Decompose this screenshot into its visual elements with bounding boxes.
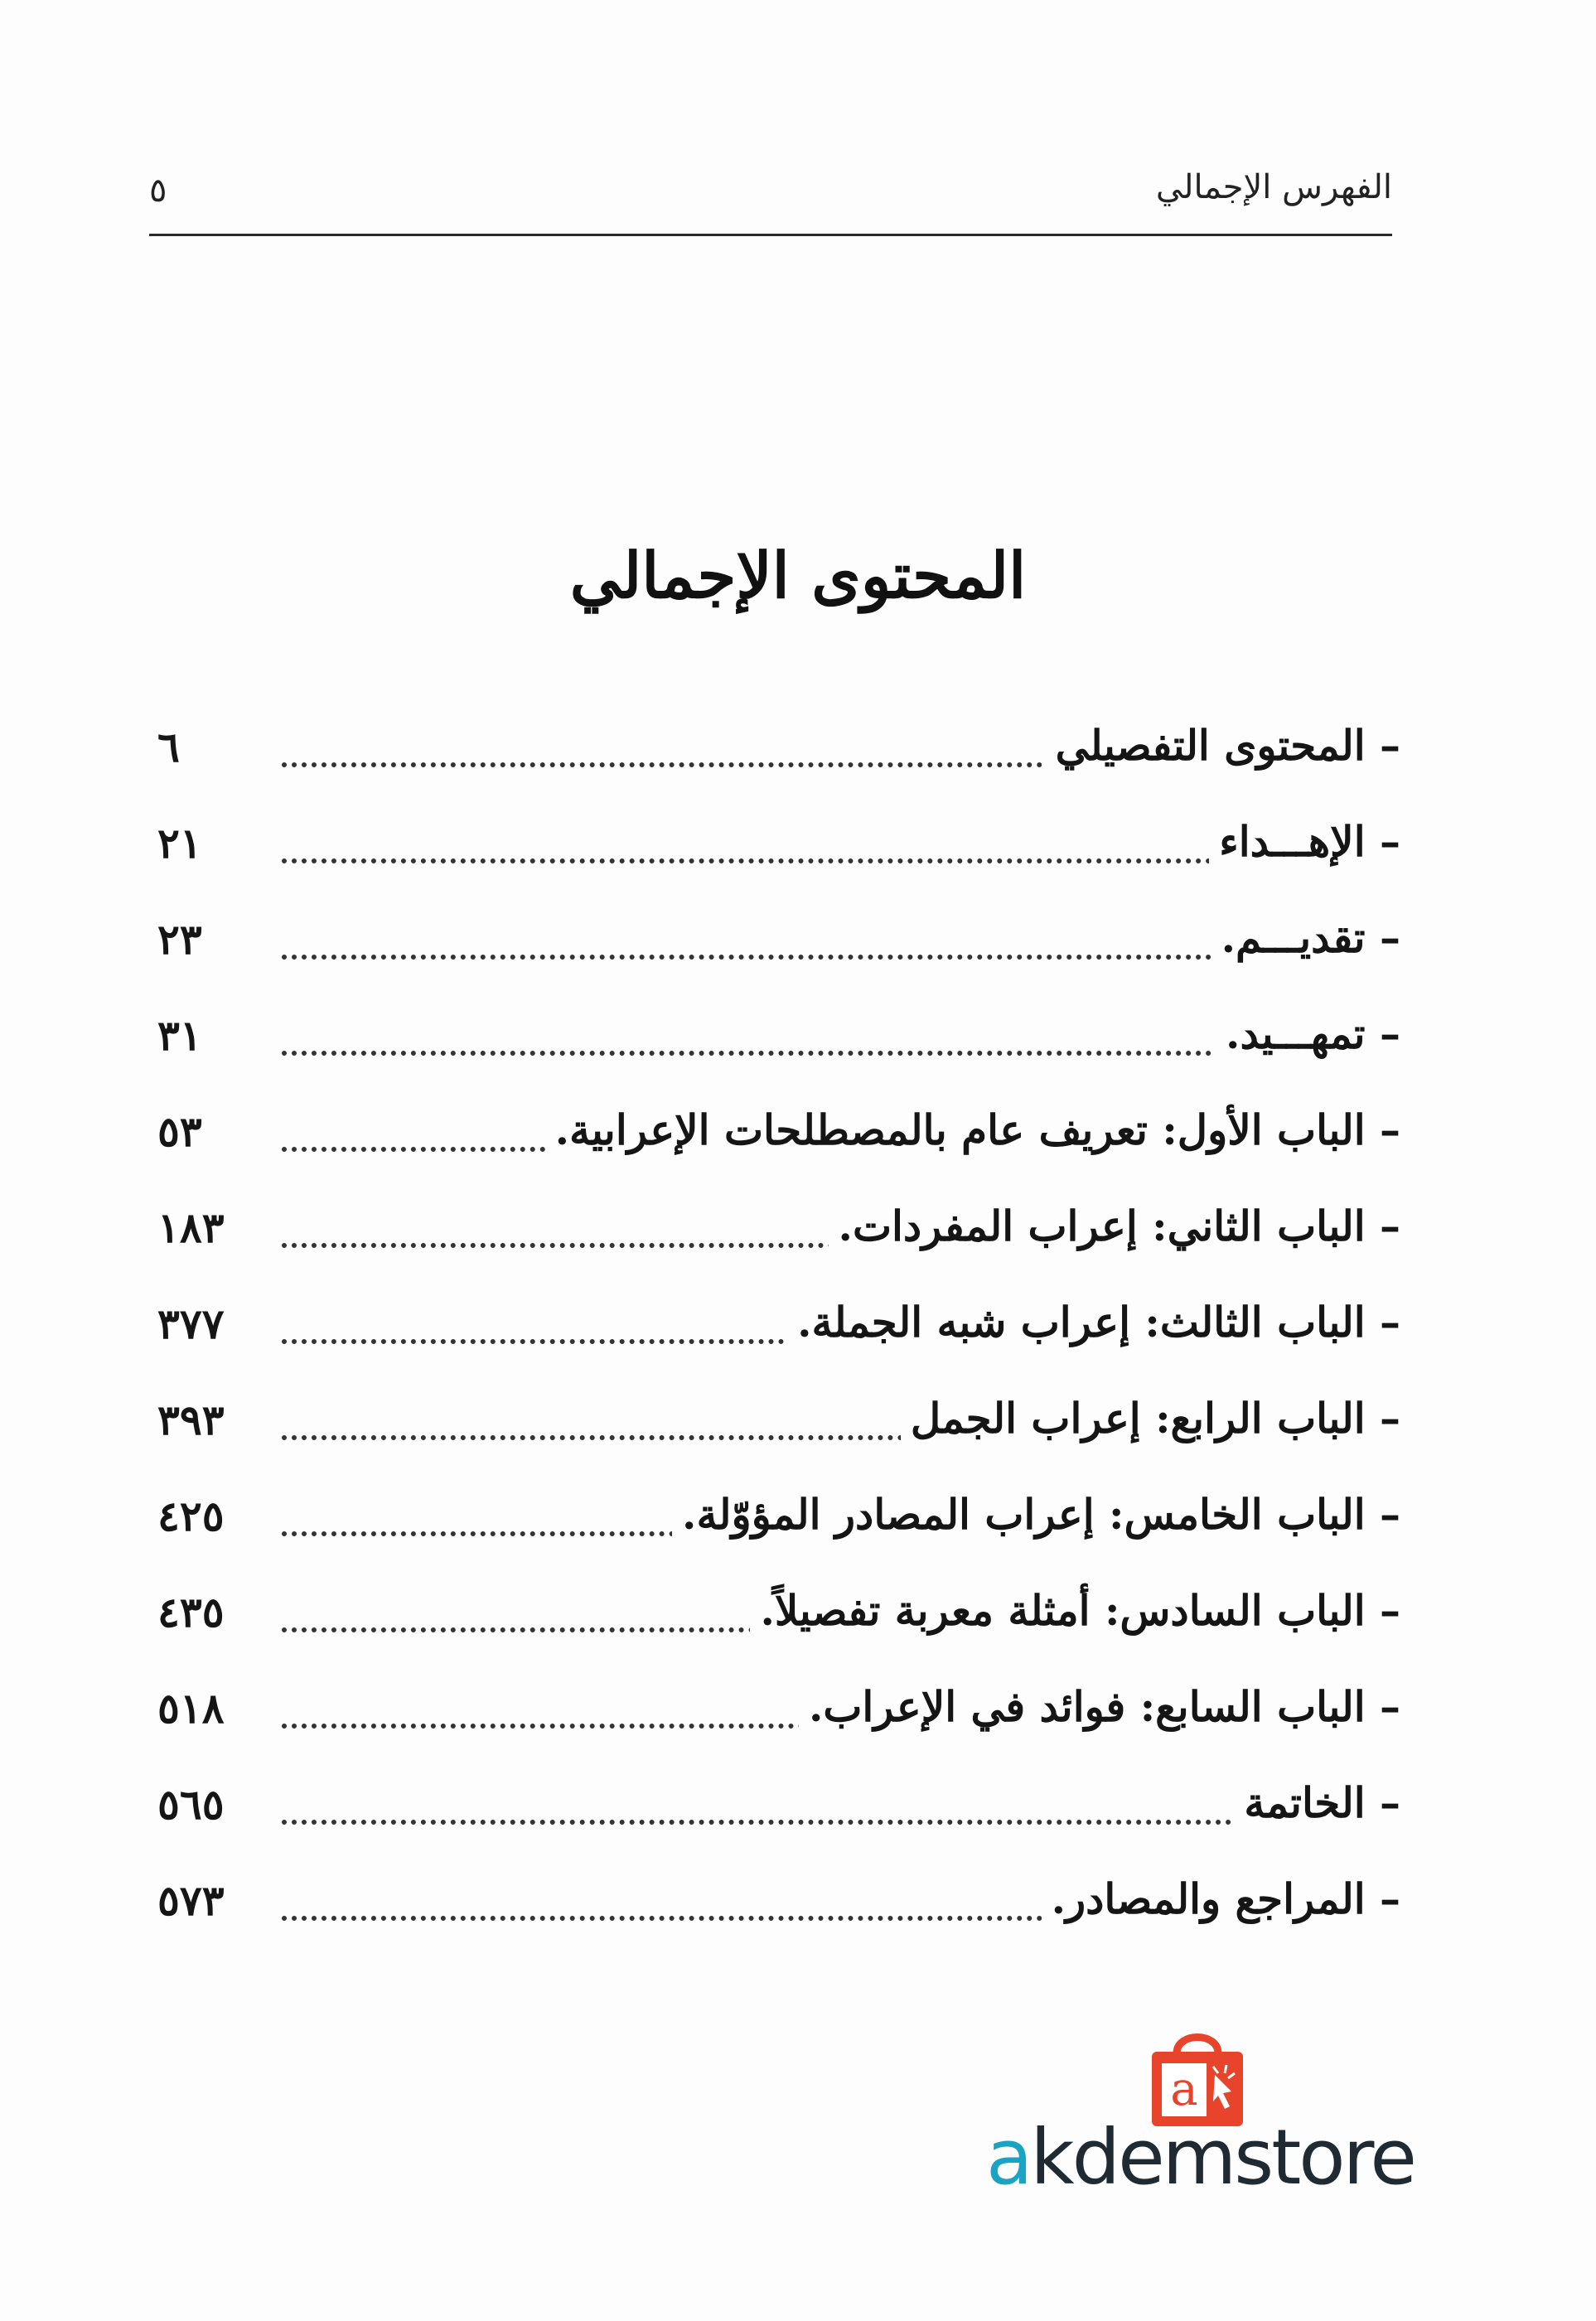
toc-entry-page: ٦ — [157, 723, 180, 771]
toc-entry — [157, 1009, 1400, 1105]
toc-entry-page: ٣١ — [157, 1011, 202, 1060]
toc-entry-page: ٢١ — [157, 819, 202, 868]
page-number: ٥ — [149, 172, 167, 210]
toc-entry-label: – تقديـــم. — [1212, 913, 1400, 962]
toc-entry-label: – المراجع والمصادر. — [1042, 1874, 1400, 1923]
akdemstore-logo — [986, 2022, 1417, 2221]
brand-wordmark — [986, 2113, 1415, 2202]
toc-entry-page: ٢٣ — [157, 915, 202, 964]
toc-entry-label: – الباب الأول: تعريف عام بالمصطلحات الإعرابية. — [545, 1105, 1400, 1154]
toc-leader-dots — [282, 1820, 1400, 1825]
running-header — [149, 162, 1392, 236]
page-title: المحتوى الإجمالي — [569, 539, 1027, 612]
toc-entry — [157, 1682, 1400, 1778]
bag-letter: a — [1170, 2062, 1198, 2116]
toc-entry — [157, 817, 1400, 913]
table-of-contents — [157, 721, 1400, 1970]
toc-entry-label: – الخاتمة — [1234, 1778, 1400, 1827]
toc-entry — [157, 721, 1400, 817]
toc-entry-page: ٥٦٥ — [157, 1780, 225, 1829]
toc-entry — [157, 913, 1400, 1009]
toc-entry — [157, 1874, 1400, 1970]
toc-entry-label: – الباب الثاني: إعراب المفردات. — [829, 1202, 1400, 1250]
toc-entry-page: ٤٢٥ — [157, 1492, 225, 1540]
toc-entry-label: – المحتوى التفصيلي — [1046, 721, 1400, 770]
toc-entry — [157, 1105, 1400, 1202]
toc-entry-label: – الباب الثالث: إعراب شبه الجملة. — [787, 1298, 1400, 1347]
toc-entry — [157, 1298, 1400, 1394]
toc-entry-label: – الباب الخامس: إعراب المصادر المؤوّلة. — [672, 1490, 1400, 1539]
toc-entry-label: – الباب السادس: أمثلة معربة تفصيلاً. — [750, 1586, 1400, 1635]
toc-entry — [157, 1202, 1400, 1298]
toc-entry-page: ٣٩٣ — [157, 1395, 225, 1444]
toc-entry-page: ٣٧٧ — [157, 1299, 225, 1348]
running-title: الفهرس الإجمالي — [1155, 168, 1392, 206]
toc-entry-label: – الباب السابع: فوائد في الإعراب. — [799, 1682, 1400, 1731]
toc-entry — [157, 1778, 1400, 1874]
header-rule — [149, 234, 1392, 236]
toc-entry — [157, 1586, 1400, 1682]
toc-entry-page: ٤٣٥ — [157, 1588, 225, 1637]
brand-rest: kdemstore — [1030, 2113, 1415, 2202]
toc-entry — [157, 1490, 1400, 1586]
toc-entry-page: ٥١٨ — [157, 1684, 225, 1733]
toc-entry-page: ٥٣ — [157, 1107, 202, 1156]
toc-entry-label: – تمهـــيد. — [1216, 1009, 1400, 1058]
brand-prefix: a — [986, 2113, 1031, 2202]
toc-entry-label: – الباب الرابع: إعراب الجمل — [901, 1394, 1400, 1443]
toc-entry — [157, 1394, 1400, 1490]
toc-entry-page: ١٨٣ — [157, 1203, 225, 1252]
toc-entry-page: ٥٧٣ — [157, 1876, 225, 1925]
toc-entry-label: – الإهـــداء — [1209, 817, 1400, 866]
